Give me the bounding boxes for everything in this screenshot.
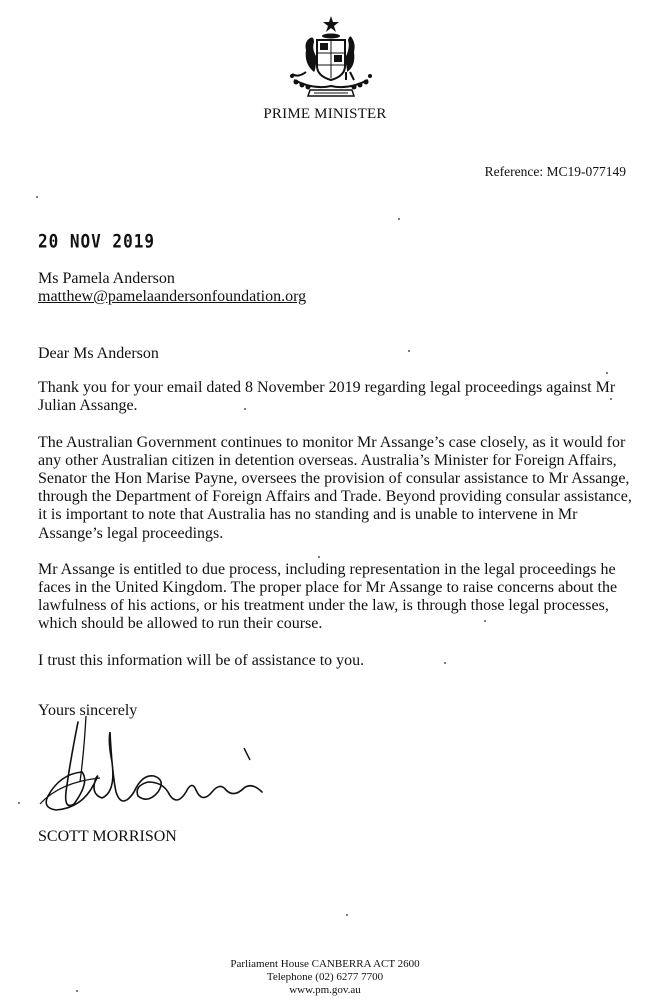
signatory-name: SCOTT MORRISON	[38, 828, 177, 845]
scan-speck	[408, 350, 410, 352]
recipient-email[interactable]: matthew@pamelaandersonfoundation.org	[38, 288, 307, 305]
recipient-block	[38, 270, 306, 306]
letter-footer	[0, 958, 650, 997]
scan-speck	[244, 408, 246, 410]
paragraph: Thank you for your email dated 8 November 2019 regarding legal proceedings against Mr Julian Assange.	[38, 379, 616, 415]
scan-speck	[606, 372, 608, 374]
closing: Yours sincerely	[38, 702, 138, 719]
recipient-name: Ms Pamela Anderson	[38, 270, 175, 287]
handwritten-signature-icon	[30, 712, 280, 832]
letter-body	[38, 345, 638, 688]
footer-website[interactable]: www.pm.gov.au	[289, 984, 361, 996]
office-title: PRIME MINISTER	[263, 106, 387, 122]
paragraph: I trust this information will be of assistance to you.	[38, 651, 365, 669]
salutation: Dear Ms Anderson	[38, 345, 159, 362]
scan-speck	[484, 620, 486, 622]
scan-speck	[444, 662, 446, 664]
reference-number: Reference: MC19-077149	[484, 164, 626, 179]
scan-speck	[398, 218, 400, 220]
scan-speck	[318, 556, 320, 558]
scan-speck	[346, 914, 348, 916]
scan-speck	[36, 196, 38, 198]
footer-address: Parliament House CANBERRA ACT 2600	[230, 958, 420, 970]
paragraph: The Australian Government continues to monitor Mr Assange’s case closely, as it would for any other Australian citizen in detention overseas. Australia’s Minister for Foreign Affairs, Senator the Hon Marise Payne, oversees the provision of consular assistance to Mr Assange, through the Department of Foreign Affairs and Trade. Beyond providing consular assistance, it is important to note that Australia has no standing and is unable to intervene in Mr Assange’s legal proceedings.	[38, 433, 632, 542]
paragraph: Mr Assange is entitled to due process, including representation in the legal proceedings he faces in the United Kingdom. The proper place for Mr Assange to raise concerns about the lawfulness of his actions, or his treatment under the law, is through those legal processes, which should be allowed to run their course.	[38, 560, 618, 633]
commonwealth-coat-of-arms-icon	[284, 14, 378, 100]
scan-speck	[18, 802, 20, 804]
footer-telephone: Telephone (02) 6277 7700	[266, 971, 384, 983]
date-stamp: 20 NOV 2019	[38, 230, 155, 252]
scan-speck	[610, 398, 612, 400]
scan-speck	[76, 990, 78, 992]
